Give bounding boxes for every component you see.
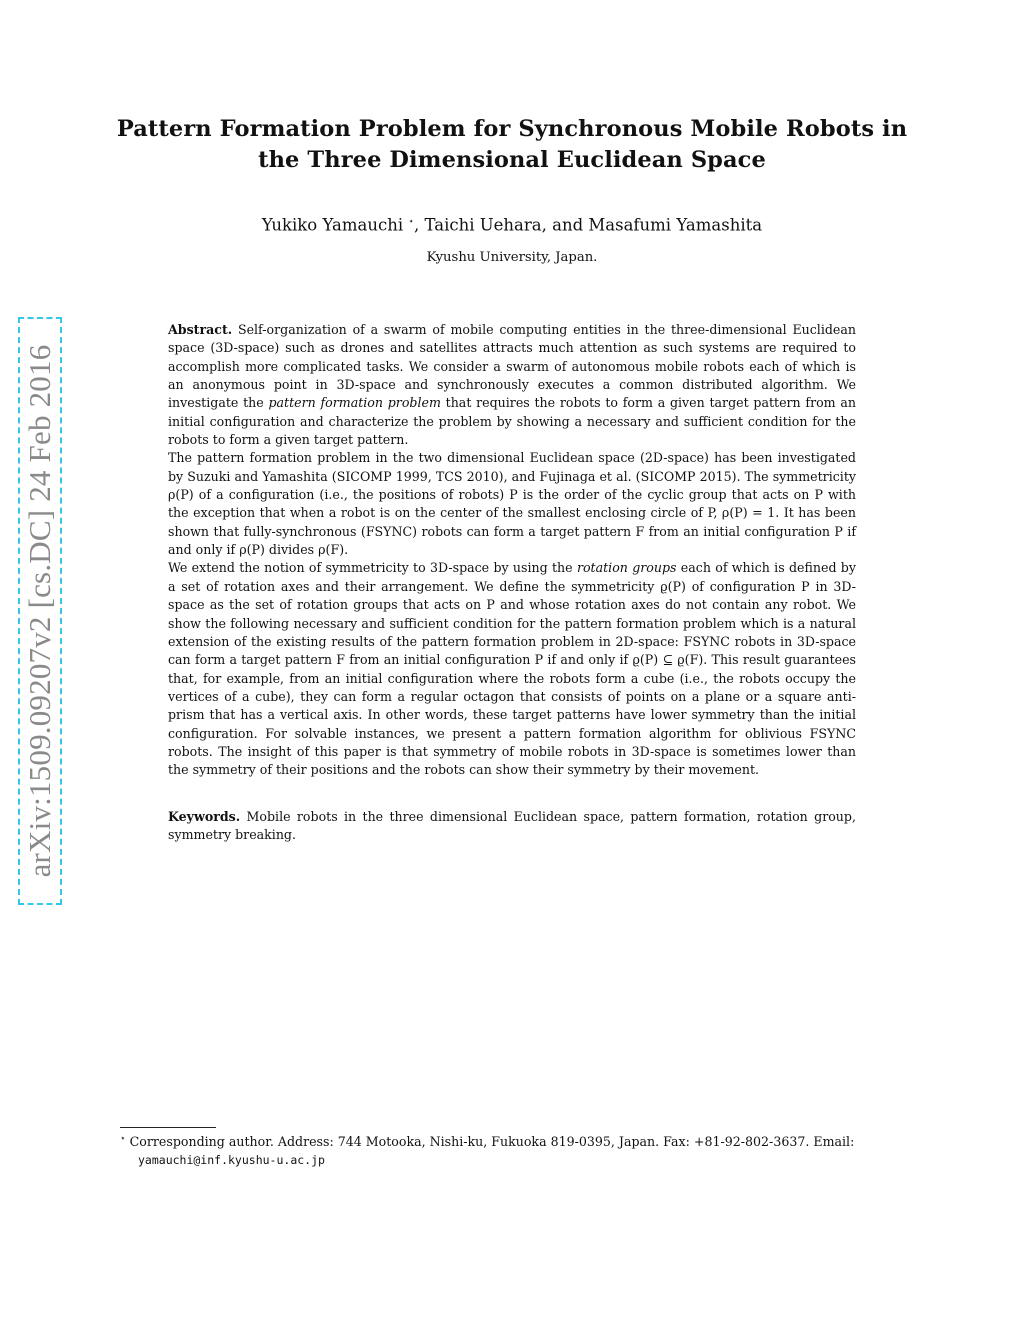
abstract <box>168 321 856 780</box>
keywords-label: Keywords. <box>168 809 241 824</box>
footnote-divider <box>120 1127 216 1128</box>
footnote-email[interactable]: yamauchi@inf.kyushu-u.ac.jp <box>138 1153 325 1168</box>
abstract-label: Abstract. <box>168 322 233 337</box>
author-primary: Yukiko Yamauchi <box>261 215 404 235</box>
keywords <box>168 808 856 845</box>
abstract-p1-text-b: that requires the robots to form a given target pattern from an initial configuration and characterize the problem by showing a necessary and sufficient condition for the robots to form a given target pattern. <box>168 395 856 448</box>
title-line-1: Pattern Formation Problem for Synchronous Mobile Robots in <box>116 116 908 142</box>
abstract-p1-text-a: Self-organization of a swarm of mobile computing entities in the three-dimensional Euclidean space (3D-space) such as drones and satellites attracts much attention as such systems are required to accomplish more complicated tasks. We consider a swarm of autonomous mobile robots each of which is an anonymous point in 3D-space and synchronously executes a common distributed algorithm. We investigate the <box>168 322 856 411</box>
arxiv-stamp[interactable]: arXiv:1509.09207v2 [cs.DC] 24 Feb 2016 <box>22 344 57 878</box>
paper-title <box>110 114 914 176</box>
abstract-p1-emphasis: pattern formation problem <box>268 395 441 411</box>
keywords-text: Mobile robots in the three dimensional Euclidean space, pattern formation, rotation group, symmetry breaking. <box>168 809 856 843</box>
author-footnote-mark[interactable]: ⋆ <box>408 217 415 227</box>
abstract-p3-emphasis: rotation groups <box>576 560 677 576</box>
abstract-p3-text-a: We extend the notion of symmetricity to 3D-space by using the <box>168 560 577 576</box>
footnote-mark: ⋆ <box>120 1134 126 1144</box>
title-line-2: the Three Dimensional Euclidean Space <box>258 147 766 173</box>
author-others: , Taichi Uehara, and Masafumi Yamashita <box>414 215 763 235</box>
affiliation: Kyushu University, Japan. <box>426 250 598 265</box>
footnote-line <box>120 1130 920 1151</box>
footnote <box>120 1130 920 1170</box>
footnote-text: Corresponding author. Address: 744 Motooka, Nishi-ku, Fukuoka 819-0395, Japan. Fax: +81-92-802-3637. Email: <box>125 1134 855 1150</box>
abstract-p3-text-b: each of which is defined by a set of rotation axes and their arrangement. We define the symmetricity ϱ(P) of configuration P in 3D-space as the set of rotation groups that acts on P and whose rotation axes do not contain any robot. We show the following necessary and sufficient condition for the pattern formation problem which is a natural extension of the existing results of the pattern formation problem in 2D-space: FSYNC robots in 3D-space can form a target pattern F from an initial configuration P if and only if ϱ(P) ⊆ ϱ(F). This result guarantees that, for example, from an initial configuration where the robots form a cube (i.e., the robots occupy the vertices of a cube), they can form a regular octagon that consists of points on a plane or a square anti-prism that has a vertical axis. In other words, these target patterns have lower symmetry than the initial configuration. For solvable instances, we present a pattern formation algorithm for oblivious FSYNC robots. The insight of this paper is that symmetry of mobile robots in 3D-space is sometimes lower than the symmetry of their positions and the robots can show their symmetry by their movement. <box>168 560 856 778</box>
abstract-paragraph-2: The pattern formation problem in the two dimensional Euclidean space (2D-space) has been investigated by Suzuki and Yamashita (SICOMP 1999, TCS 2010), and Fujinaga et al. (SICOMP 2015). The symmetricity ρ(P) of a configuration (i.e., the positions of robots) P is the order of the cyclic group that acts on P with the exception that when a robot is on the center of the smallest enclosing circle of P, ρ(P) = 1. It has been shown that fully-synchronous (FSYNC) robots can form a target pattern F from an initial configuration P if and only if ρ(P) divides ρ(F). <box>168 450 856 558</box>
abstract-paragraph-3 <box>168 559 856 779</box>
abstract-paragraph-1 <box>168 321 856 449</box>
author-list <box>160 211 864 237</box>
